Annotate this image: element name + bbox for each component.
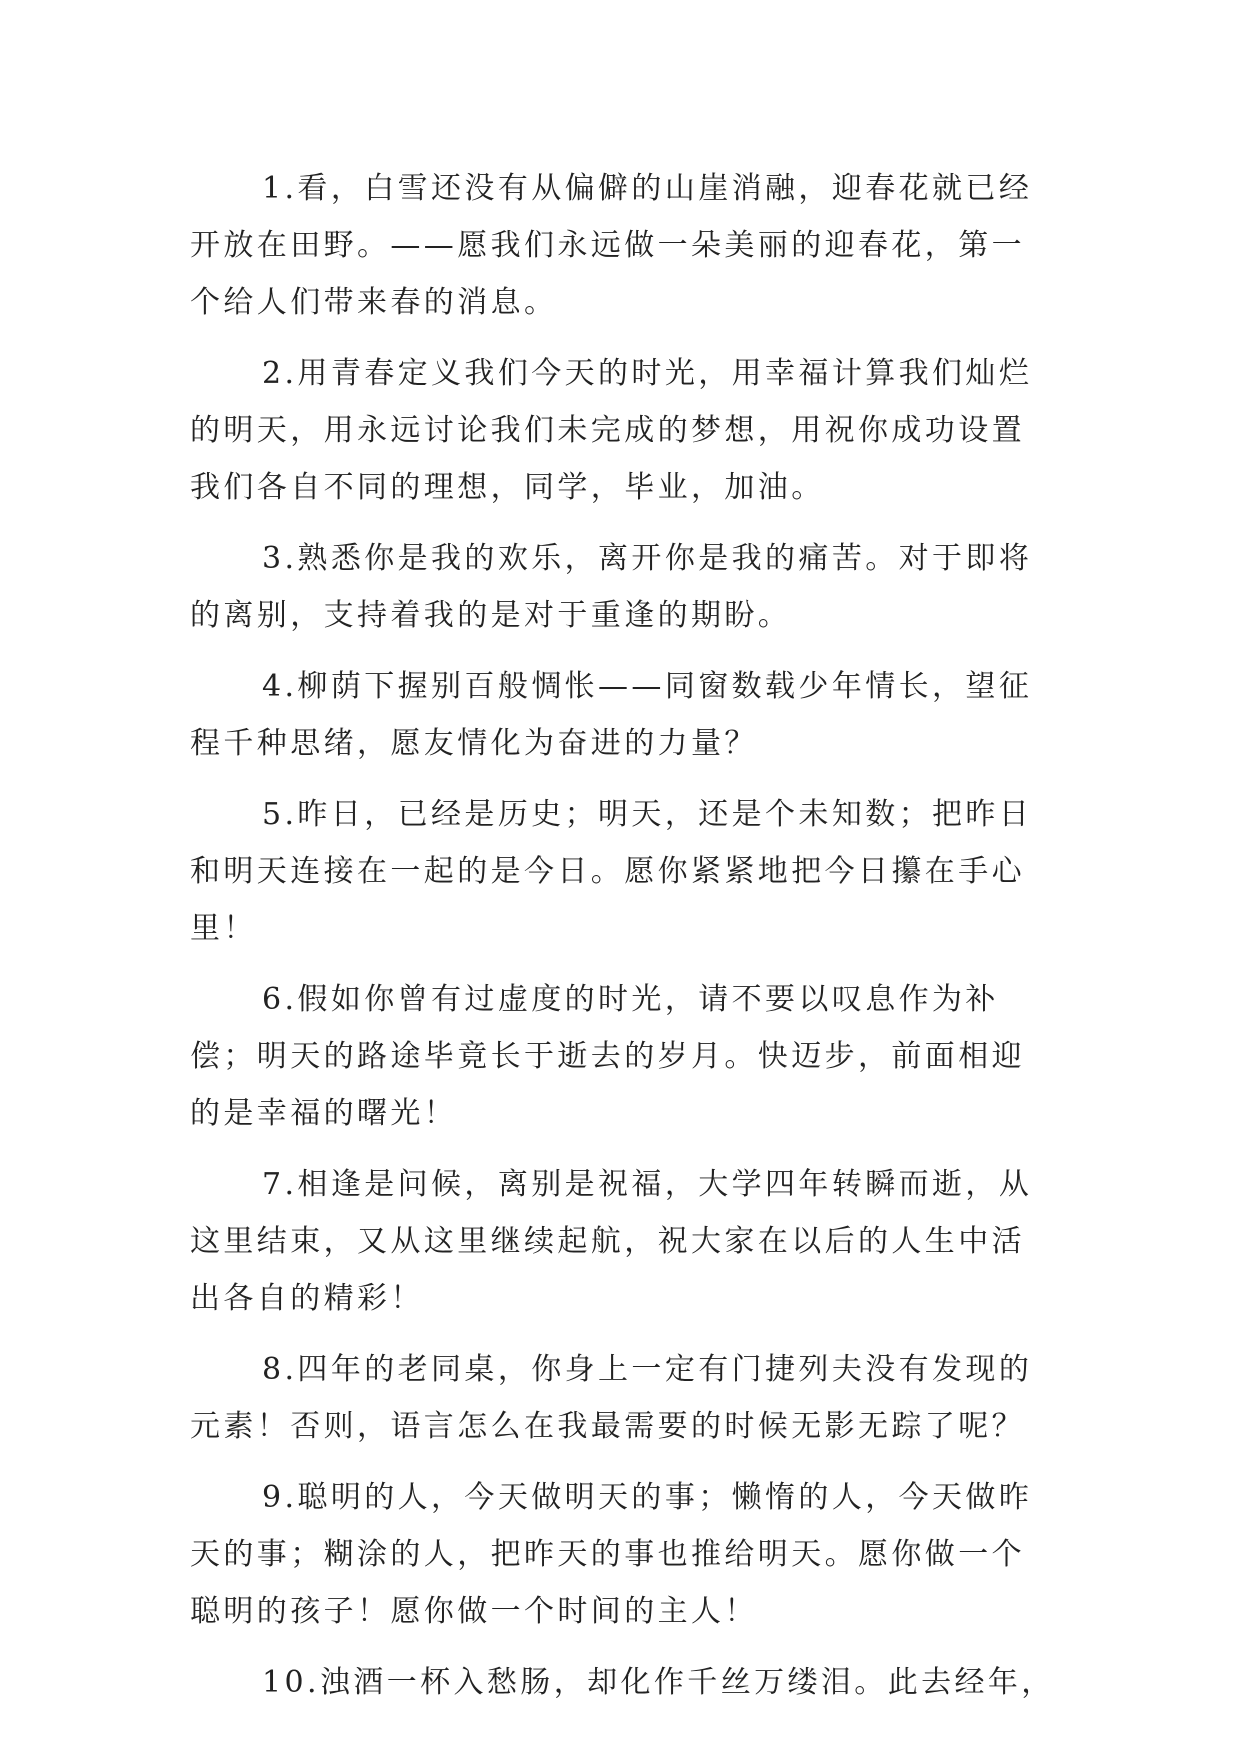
paragraph-7: 7.相逢是问候，离别是祝福，大学四年转瞬而逝，从这里结束，又从这里继续起航，祝大家在以后的人生中活出各自的精彩！ (190, 1167, 1033, 1316)
paragraph-2: 2.用青春定义我们今天的时光，用幸福计算我们灿烂的明天，用永远讨论我们未完成的梦想，用祝你成功设置我们各自不同的理想，同学，毕业，加油。 (190, 356, 1033, 505)
paragraph-10: 10.浊酒一杯入愁肠，却化作千丝万缕泪。此去经年， (262, 1665, 1055, 1700)
paragraph-1: 1.看，白雪还没有从偏僻的山崖消融，迎春花就已经开放在田野。——愿我们永远做一朵美丽的迎春花，第一个给人们带来春的消息。 (190, 171, 1033, 320)
paragraph-8: 8.四年的老同桌，你身上一定有门捷列夫没有发现的元素！否则，语言怎么在我最需要的时候无影无踪了呢？ (190, 1352, 1033, 1444)
document-body (190, 160, 1058, 1725)
paragraph-6: 6.假如你曾有过虚度的时光，请不要以叹息作为补偿；明天的路途毕竟长于逝去的岁月。快迈步，前面相迎的是幸福的曙光！ (190, 982, 1025, 1131)
paragraph-9: 9.聪明的人，今天做明天的事；懒惰的人，今天做昨天的事；糊涂的人，把昨天的事也推给明天。愿你做一个聪明的孩子！愿你做一个时间的主人！ (190, 1480, 1033, 1629)
paragraph-5: 5.昨日，已经是历史；明天，还是个未知数；把昨日和明天连接在一起的是今日。愿你紧紧地把今日攥在手心里！ (190, 797, 1033, 946)
paragraph-3: 3.熟悉你是我的欢乐，离开你是我的痛苦。对于即将的离别，支持着我的是对于重逢的期盼。 (190, 541, 1033, 633)
paragraph-4: 4.柳荫下握别百般惆怅——同窗数载少年情长，望征程千种思绪，愿友情化为奋进的力量？ (190, 669, 1033, 761)
